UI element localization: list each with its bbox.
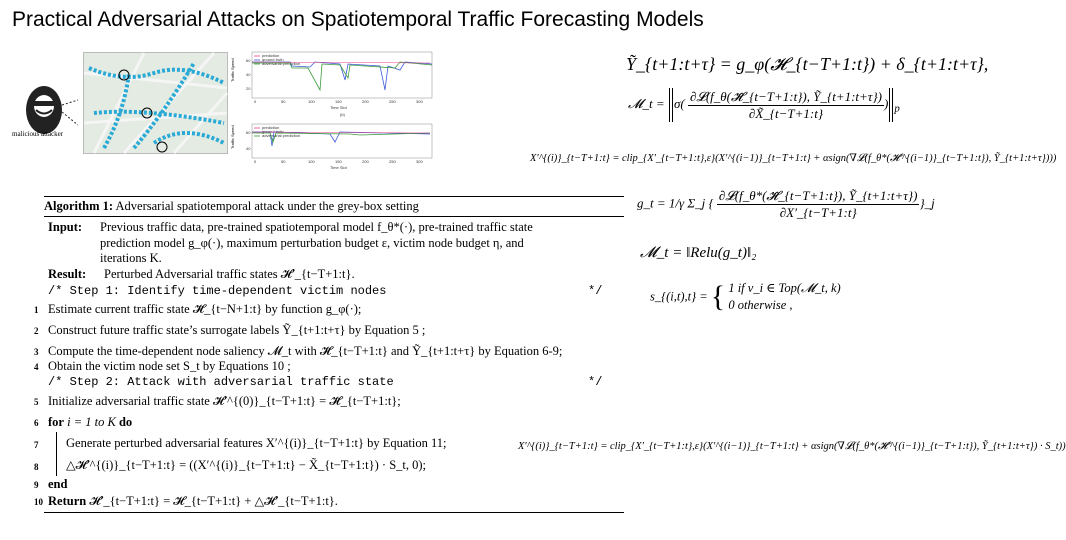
x-tick: 250 [389, 159, 396, 164]
return-text: 𝓗′_{t−T+1:t} = 𝓗_{t−T+1:t} + △𝓗′_{t−T+1:t}. [89, 494, 338, 508]
x-tick: 0 [254, 99, 257, 104]
plot-xlabel: Time Slot [330, 105, 347, 110]
line-number: 6 [34, 418, 39, 428]
attacker-label: malicious attacker [12, 130, 64, 138]
result-text: Perturbed Adversarial traffic states 𝓗′_{t−T+1:t}. [104, 267, 355, 281]
algo-step: Initialize adversarial traffic state 𝓗′^{(0)}_{t−T+1:t} = 𝓗̃_{t−T+1:t}; [48, 394, 401, 408]
algo-step: Construct future traffic state’s surrogate labels Ỹ_{t+1:t+τ} by Equation 5 ; [48, 323, 426, 337]
algo-step: △𝓗′^{(i)}_{t−T+1:t} = ((X′^{(i)}_{t−T+1:t} − X̃_{t−T+1:t}) · S_t, 0); [66, 458, 427, 472]
comment-end: */ [588, 284, 603, 298]
algo-step: Estimate current traffic state 𝓗̃_{t−N+1:t} by function g_φ(·); [48, 302, 362, 316]
legend-adversarial: adversarial prediction [262, 133, 301, 138]
x-tick: 250 [389, 99, 396, 104]
input-line: Previous traffic data, pre-trained spatiotemporal model f_θ*(·), pre-trained traffic state [100, 220, 533, 234]
traffic-speed-plot-top [230, 50, 435, 118]
algo-step-end: end [48, 477, 68, 491]
eq-lhs: s_{(i,t),t} = [650, 289, 708, 304]
eq-lhs: 𝓜_t = [628, 95, 665, 111]
x-tick: 150 [335, 159, 342, 164]
equation-saliency: 𝓜_t = σ( $\frac{\text{∂𝓛(f\_θ(𝓗̃\_\{t−T+1:t\}), Ỹ\_\{t+1:t+τ\})}}{\partial X̃\_\{t-T+1:t\}}$ ) $_p$ [628, 88, 900, 121]
traffic-speed-plot-bottom [230, 122, 435, 172]
input-line: prediction model g_φ(·), maximum perturbation budget ε, victim node budget η, and [100, 236, 524, 250]
x-tick: 200 [362, 99, 369, 104]
equation-gradient [637, 188, 935, 221]
eq-fraction [717, 188, 920, 221]
input-line: iterations K. [100, 251, 162, 265]
algo-step: Generate perturbed adversarial features X′^{(i)}_{t−T+1:t} by Equation 11; [66, 436, 447, 450]
plot-xlabel: Time Slot [330, 165, 347, 170]
traffic-sensor-map [83, 52, 228, 154]
y-tick: 40 [246, 72, 251, 77]
x-tick: 100 [308, 99, 315, 104]
slide-title: Practical Adversarial Attacks on Spatiotemporal Traffic Forecasting Models [12, 8, 704, 31]
eq-denominator: ∂X̃_{t−T+1:t} [748, 105, 824, 121]
legend-prediction: prediction [262, 53, 280, 58]
legend-adversarial: adversarial prediction [262, 61, 301, 66]
line-number: 7 [34, 440, 39, 450]
step2-comment: /* Step 2: Attack with adversarial traffic state [48, 375, 394, 389]
x-tick: 0 [254, 159, 257, 164]
comment-end: */ [588, 375, 603, 389]
algo-step-for: for i = 1 to K do [48, 415, 133, 429]
x-tick: 300 [416, 99, 423, 104]
line-number: 8 [34, 462, 39, 472]
x-tick: 50 [281, 159, 286, 164]
algo-step: Obtain the victim node set S_t by Equations 10 ; [48, 359, 291, 373]
line-number: 2 [34, 326, 39, 336]
line-number: 4 [34, 362, 39, 372]
x-tick: 50 [281, 99, 286, 104]
eq-numerator: ∂𝓛(f_θ*(𝓗̃_{t−T+1:t}), Ỹ_{t+1:t+τ}) [718, 188, 918, 203]
eq-rhs: }_j [919, 195, 935, 211]
eq-fraction [688, 89, 884, 122]
line-number: 1 [34, 305, 39, 315]
equation-relu-norm: 𝓜_t = ‖Relu(g_t)‖₂ [640, 245, 757, 261]
equation-surrogate-labels: Ỹ_{t+1:t+τ} = g_φ(𝓗_{t−T+1:t}) + δ_{t+1:t+τ}, [626, 54, 989, 74]
eq-case-1: 1 if v_i ∈ Top(𝓜_t, k) [728, 281, 841, 296]
algo-step: Return 𝓗′_{t−T+1:t} = 𝓗_{t−T+1:t} + △𝓗′_{t−T+1:t}. [48, 494, 338, 508]
algorithm-block [34, 196, 624, 516]
line-number: 10 [34, 497, 43, 507]
eq-lhs: g_t = 1/γ Σ_j { [637, 195, 714, 211]
result-label: Result: [48, 267, 87, 281]
x-tick: 300 [416, 159, 423, 164]
equation-clip-update-masked: X′^{(i)}_{t−T+1:t} = clip_{X′_{t−T+1:t},ε}(X′^{(i−1)}_{t−T+1:t} + αsign(∇𝓛(f_θ*(𝓗′^{(i−1)}_{t−T+1:t}), Ỹ_{t+1:t+τ}) · S_t)) [518, 441, 1066, 452]
y-tick: 60 [246, 58, 251, 63]
line-number: 9 [34, 480, 39, 490]
legend-ground-truth: ground truth [262, 57, 284, 62]
equation-clip-update: X′^{(i)}_{t−T+1:t} = clip_{X′_{t−T+1:t},ε}(X′^{(i−1)}_{t−T+1:t} + αsign(∇𝓛(f_θ*(𝓗′^{(i−1)}_{t−T+1:t}), Ỹ_{t+1:t+τ}))) [530, 153, 1057, 164]
plot-ylabel: Traffic Speed [230, 58, 235, 82]
line-number: 5 [34, 397, 39, 407]
legend-ground-truth: ground truth [262, 129, 284, 134]
step1-comment: /* Step 1: Identify time-dependent victim nodes [48, 284, 387, 298]
x-tick: 100 [308, 159, 315, 164]
plot-caption-b: (b) [340, 112, 345, 117]
input-label: Input: [48, 220, 83, 234]
y-tick: 40 [246, 146, 251, 151]
y-tick: 60 [246, 130, 251, 135]
line-number: 3 [34, 347, 39, 357]
x-tick: 200 [362, 159, 369, 164]
x-tick: 150 [335, 99, 342, 104]
y-tick: 20 [246, 86, 251, 91]
eq-denominator: ∂X′_{t−T+1:t} [779, 205, 857, 220]
algorithm-heading: Algorithm 1: Adversarial spatiotemporal attack under the grey-box setting [44, 199, 419, 213]
eq-numerator: ∂𝓛(f_θ(𝓗̃_{t−T+1:t}), Ỹ_{t+1:t+τ}) [689, 88, 882, 104]
algo-step: Compute the time-dependent node saliency 𝓜_t with 𝓗̃_{t−T+1:t} and Ỹ_{t+1:t+τ} by Equation 6-9; [48, 344, 563, 358]
equation-selection: s_{(i,t),t} = { 1 if v_i ∈ Top(𝓜_t, k) 0 otherwise , [650, 280, 841, 313]
legend-prediction: prediction [262, 125, 280, 130]
plot-ylabel: Traffic Speed [230, 125, 235, 149]
eq-case-2: 0 otherwise , [728, 298, 793, 312]
